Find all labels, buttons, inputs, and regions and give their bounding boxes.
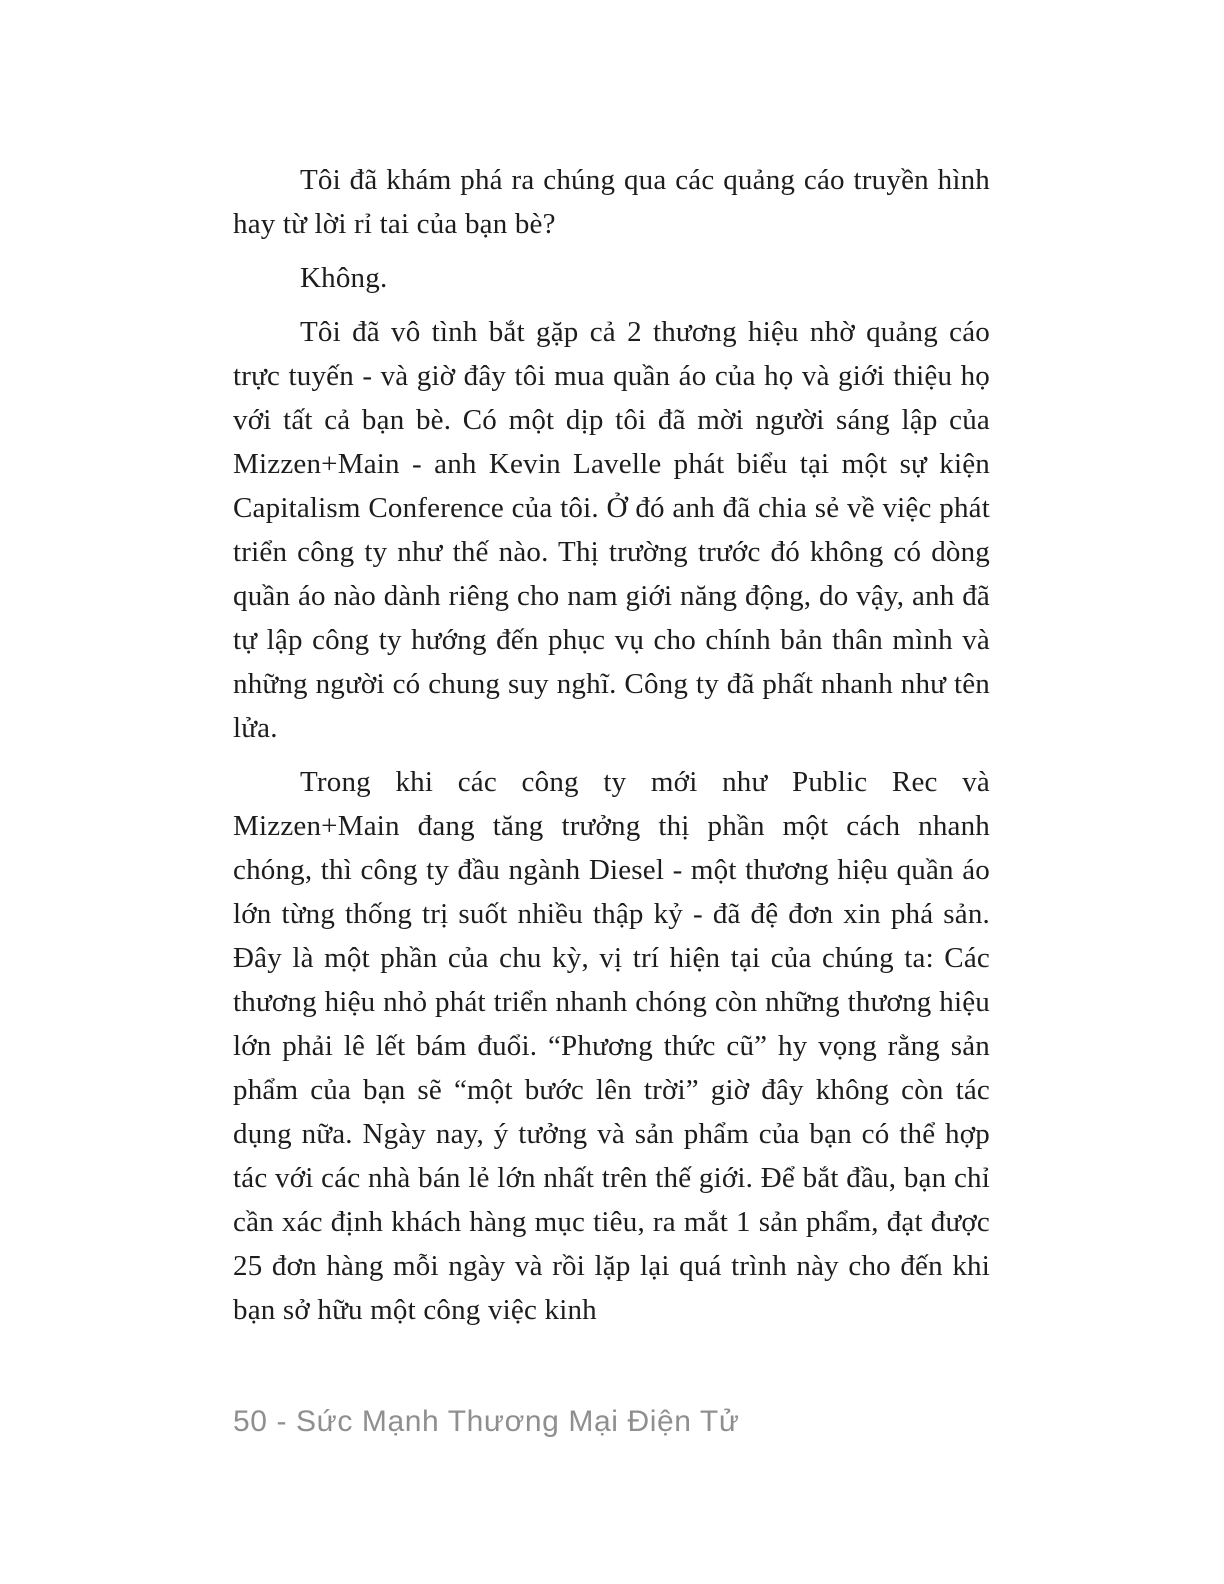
page-body-text	[233, 158, 990, 1342]
paragraph: Trong khi các công ty mới như Public Rec và Mizzen+Main đang tăng trưởng thị phần một cách nhanh chóng, thì công ty đầu ngành Diesel - một thương hiệu quần áo lớn từng thống trị suốt nhiều thập kỷ - đã đệ đơn xin phá sản. Đây là một phần của chu kỳ, vị trí hiện tại của chúng ta: Các thương hiệu nhỏ phát triển nhanh chóng còn những thương hiệu lớn phải lê lết bám đuổi. “Phương thức cũ” hy vọng rằng sản phẩm của bạn sẽ “một bước lên trời” giờ đây không còn tác dụng nữa. Ngày nay, ý tưởng và sản phẩm của bạn có thể hợp tác với các nhà bán lẻ lớn nhất trên thế giới. Để bắt đầu, bạn chỉ cần xác định khách hàng mục tiêu, ra mắt 1 sản phẩm, đạt được 25 đơn hàng mỗi ngày và rồi lặp lại quá trình này cho đến khi bạn sở hữu một công việc kinh	[233, 766, 990, 1326]
paragraph: Tôi đã vô tình bắt gặp cả 2 thương hiệu nhờ quảng cáo trực tuyến - và giờ đây tôi mua quần áo của họ và giới thiệu họ với tất cả bạn bè. Có một dịp tôi đã mời người sáng lập của Mizzen+Main - anh Kevin Lavelle phát biểu tại một sự kiện Capitalism Conference của tôi. Ở đó anh đã chia sẻ về việc phát triển công ty như thế nào. Thị trường trước đó không có dòng quần áo nào dành riêng cho nam giới năng động, do vậy, anh đã tự lập công ty hướng đến phục vụ cho chính bản thân mình và những người có chung suy nghĩ. Công ty đã phất nhanh như tên lửa.	[233, 316, 990, 744]
footer-page-number-and-title: 50 - Sức Mạnh Thương Mại Điện Tử	[233, 1405, 740, 1438]
paragraph: Không.	[300, 262, 388, 294]
page-footer	[233, 1405, 993, 1439]
paragraph: Tôi đã khám phá ra chúng qua các quảng cáo truyền hình hay từ lời rỉ tai của bạn bè?	[233, 164, 990, 240]
